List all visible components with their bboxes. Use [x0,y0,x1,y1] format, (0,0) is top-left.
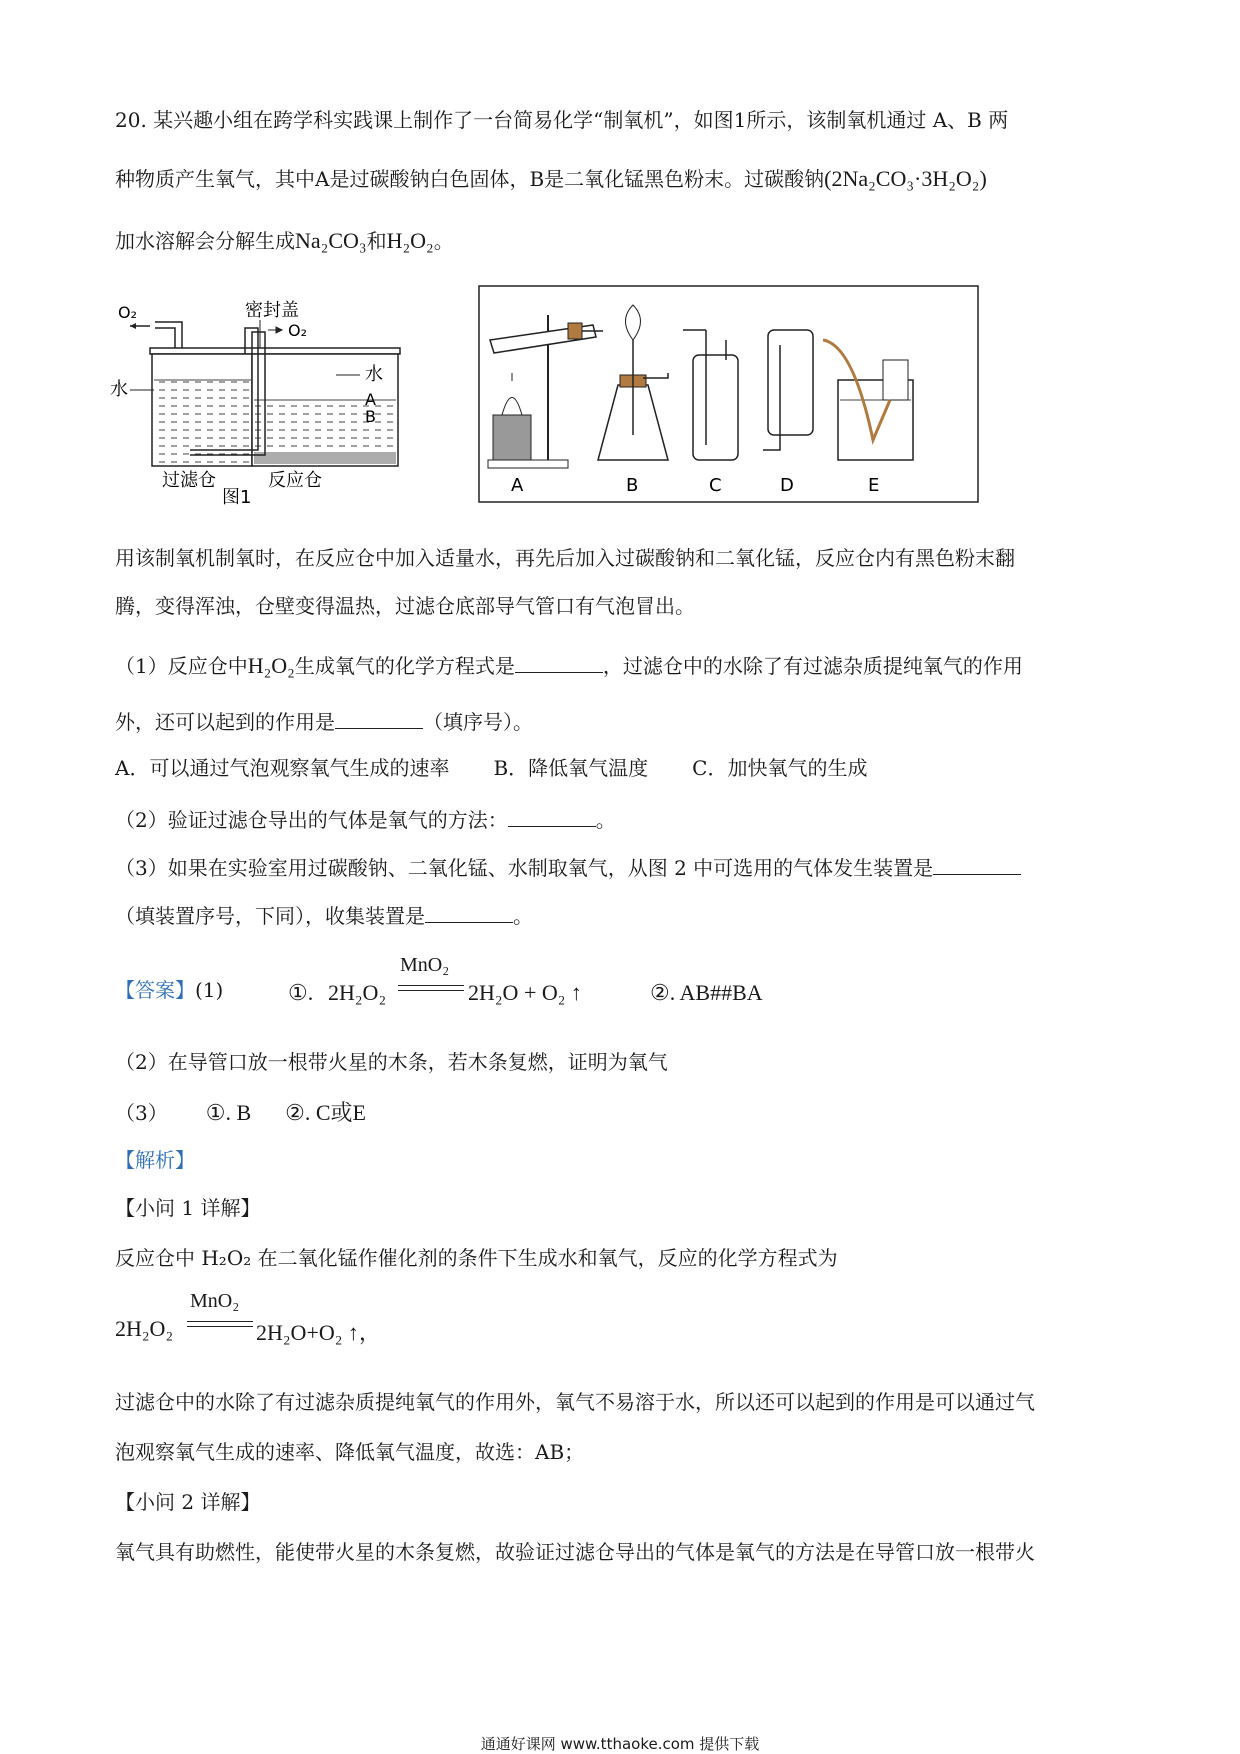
answer-blank-3 [508,808,596,827]
answer-line-1 [115,980,223,1000]
powder-layer [254,452,396,464]
answer-equation-right: 2H₂O + O₂ ↑ [468,980,582,1005]
fig1-label-a: A [365,390,376,409]
question-line-1: 20. 某兴趣小组在跨学科实践课上制作了一台简易化学“制氧机”，如图1所示，该制氧机通过 A、B 两 [115,108,1009,132]
formula-na2co3: Na₂CO₃ [295,228,367,253]
q1-formula: H₂O₂ [247,653,295,678]
formula-percarbonate: (2Na₂CO₃·3H₂O₂) [824,166,987,191]
question-line-2 [115,168,987,190]
page-footer: 通通好课网 www.tthaoke.com 提供下载 [480,1735,760,1753]
question-line-2-text: 种物质产生氧气，其中A是过碳酸钠白色固体，B是二氧化锰黑色粉末。过碳酸钠 [115,167,825,191]
fig2-label-b: B [626,475,639,496]
q1-pre: （1）反应仓中 [115,654,248,678]
fig2-label-d: D [780,475,794,496]
analysis-text-2b: 泡观察氧气生成的速率、降低氧气温度，故选：AB； [115,1440,585,1464]
analysis-text-1: 反应仓中 H₂O₂ 在二氧化锰作催化剂的条件下生成水和氧气，反应的化学方程式为 [115,1246,838,1270]
q-line3-mid: 和 [366,229,387,253]
fig1-right-chamber: 反应仓 [268,470,322,491]
q3b-post: 。 [513,904,533,928]
analysis-equation-right: 2H₂O+O₂ ↑， [256,1320,381,1345]
answer-equation-left: 2H₂O₂ [328,980,387,1005]
answer-3-num: （3） [115,1101,168,1125]
q-line3-pre: 加水溶解会分解生成 [115,229,295,253]
question-2-line [115,808,616,830]
q3b-pre: （填装置序号，下同），收集装置是 [115,904,425,928]
answer-blank-1 [515,654,603,673]
figure-2 [478,285,980,503]
answer-1-mark-2: ②. AB##BA [650,980,763,1005]
analysis-section-1: 【小问 1 详解】 [115,1196,261,1220]
fig1-caption: 图1 [222,487,252,505]
analysis-tag: 【解析】 [115,1148,195,1172]
q-line3-end: 。 [433,229,454,253]
fig1-label-b: B [365,407,376,426]
fig2-label-c: C [709,475,722,496]
option-a: A．可以通过气泡观察氧气生成的速率 [115,756,450,780]
options-line [115,758,867,778]
fig1-o2-right: O₂ [288,321,308,340]
apparatus-d [763,330,813,450]
analysis-section-2: 【小问 2 详解】 [115,1490,261,1514]
option-c: C．加快氧气的生成 [692,756,868,780]
question-3-line-a [115,856,1021,878]
question-1-line-a [115,654,1023,677]
answer-1-num: (1) [195,978,224,1002]
q2-post: 。 [595,808,616,832]
filter-water [154,380,251,464]
fig1-left-chamber: 过滤仓 [162,470,216,491]
answer-equation-catalyst: MnO₂ [400,954,450,976]
q2-pre: （2）验证过滤仓导出的气体是氧气的方法： [115,808,508,832]
fig1-lid-label: 密封盖 [245,300,299,321]
answer-3-mark-1: ①. B [205,1100,252,1125]
q3a-text: （3）如果在实验室用过碳酸钠、二氧化锰、水制取氧气，从图 2 中可选用的气体发生装置是 [115,856,934,880]
q1-post: 生成氧气的化学方程式是 [294,654,515,678]
answer-tag: 【答案】 [115,978,195,1002]
answer-blank-5 [425,904,513,923]
body-line-2: 腾，变得浑浊，仓壁变得温热，过滤仓底部导气管口有气泡冒出。 [115,594,695,618]
q1b-post: （填序号）。 [423,710,533,734]
sealed-lid [150,348,400,354]
question-3-line-b [115,904,533,926]
answer-line-3 [115,1102,366,1124]
analysis-text-2a: 过滤仓中的水除了有过滤杂质提纯氧气的作用外，氧气不易溶于水，所以还可以起到的作用是可以通过气 [115,1390,1035,1414]
analysis-text-3: 氧气具有助燃性，能使带火星的木条复燃，故验证过滤仓导出的气体是氧气的方法是在导管口放一根带火 [115,1540,1035,1564]
answer-blank-4 [933,856,1021,875]
question-line-3 [115,230,454,252]
analysis-equation-left: 2H₂O₂ [115,1316,174,1341]
figure-1 [110,290,440,505]
body-line-1: 用该制氧机制氧时，在反应仓中加入适量水，再先后加入过碳酸钠和二氧化锰，反应仓内有黑色粉末翻 [115,546,1015,570]
q1-post2: ，过滤仓中的水除了有过滤杂质提纯氧气的作用 [602,654,1023,678]
answer-blank-2 [335,710,423,729]
analysis-equation-catalyst: MnO₂ [190,1290,240,1312]
q1b-pre: 外，还可以起到的作用是 [115,710,335,734]
fig1-o2-left: O₂ [118,303,138,322]
fig1-water-right: 水 [365,364,383,385]
answer-1-mark-1: ①. [288,980,314,1005]
answer-3-mark-2: ②. C或E [285,1100,366,1125]
answer-line-2: （2）在导管口放一根带火星的木条，若木条复燃，证明为氧气 [115,1050,668,1074]
formula-h2o2: H₂O₂ [386,228,434,253]
fig2-label-a: A [511,475,524,496]
option-b: B．降低氧气温度 [493,756,649,780]
analysis-equation-arrow [187,1321,253,1327]
fig2-label-e: E [868,475,880,496]
question-1-line-b [115,710,533,732]
answer-equation-arrow [398,985,464,991]
fig1-water-left: 水 [110,379,128,400]
